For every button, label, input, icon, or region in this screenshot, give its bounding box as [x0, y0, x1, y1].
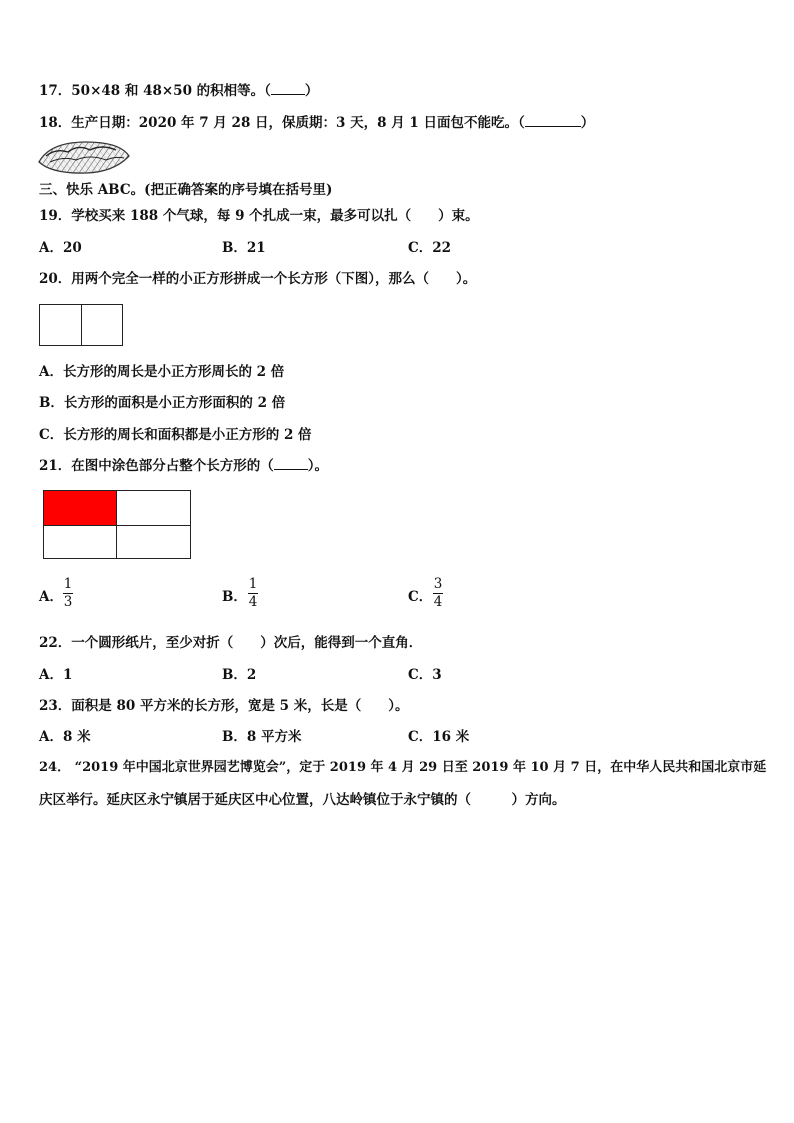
- q17-text-end: ）: [304, 83, 319, 99]
- q21-a-numerator: 1: [63, 576, 73, 592]
- q21-option-c-fraction[interactable]: [433, 577, 443, 610]
- q21-horizontal-divider: [44, 525, 190, 526]
- q21-text: 21．在图中涂色部分占整个长方形的（: [39, 458, 274, 474]
- q21-a-denominator: 3: [63, 594, 73, 610]
- question-24-line-2: 庆区举行。延庆区永宁镇居于延庆区中心位置，八达岭镇位于永宁镇的（ ）方向。: [39, 792, 566, 808]
- q21-grid-figure: [43, 490, 191, 559]
- q18-text: 18．生产日期：2020 年 7 月 28 日，保质期：3 天，8 月 1 日面包不能吃。（: [39, 115, 525, 131]
- question-21: [39, 457, 328, 475]
- question-17: [39, 82, 318, 100]
- q21-option-b-fraction[interactable]: [248, 577, 258, 610]
- q22-option-b[interactable]: B．2: [222, 667, 257, 683]
- q20-option-b[interactable]: B．长方形的面积是小正方形面积的 2 倍: [39, 395, 286, 411]
- q22-option-c[interactable]: C．3: [408, 667, 442, 683]
- q20-divider: [81, 305, 82, 345]
- q21-answer-blank[interactable]: [274, 469, 308, 470]
- q21-option-b-label[interactable]: B．: [222, 589, 247, 605]
- q20-option-a[interactable]: A．长方形的周长是小正方形周长的 2 倍: [39, 364, 285, 380]
- q21-option-a-label[interactable]: A．: [39, 589, 63, 605]
- q21-b-numerator: 1: [248, 576, 258, 592]
- question-20: 20．用两个完全一样的小正方形拼成一个长方形（下图），那么（ ）。: [39, 271, 477, 287]
- q17-text: 17．50×48 和 48×50 的积相等。（: [39, 83, 271, 99]
- question-18: [39, 114, 594, 132]
- bread-illustration: [36, 138, 132, 176]
- question-22: 22．一个圆形纸片，至少对折（ ）次后，能得到一个直角．: [39, 635, 423, 651]
- section-3-title: 三、快乐 ABC。(把正确答案的序号填在括号里): [39, 182, 333, 198]
- q18-text-end: ）: [580, 115, 595, 131]
- q22-option-a[interactable]: A．1: [39, 667, 73, 683]
- q20-option-c[interactable]: C．长方形的周长和面积都是小正方形的 2 倍: [39, 427, 312, 443]
- q19-option-a[interactable]: A．20: [39, 240, 82, 256]
- q21-shaded-cell: [44, 491, 116, 525]
- question-24-line-1: 24． “2019 年中国北京世界园艺博览会”，定于 2019 年 4 月 29 日至 2019 年 10 月 7 日，在中华人民共和国北京市延: [39, 760, 767, 775]
- q23-option-a[interactable]: A．8 米: [39, 729, 91, 745]
- q19-option-c[interactable]: C．22: [408, 240, 452, 256]
- q21-text-end: ）。: [307, 458, 329, 474]
- q18-answer-blank[interactable]: [525, 126, 581, 127]
- q21-option-c-label[interactable]: C．: [408, 589, 433, 605]
- q19-option-b[interactable]: B．21: [222, 240, 266, 256]
- q17-answer-blank[interactable]: [271, 94, 305, 95]
- q23-option-b[interactable]: B．8 平方米: [222, 729, 302, 745]
- question-23: 23．面积是 80 平方米的长方形，宽是 5 米，长是（ ）。: [39, 698, 409, 714]
- q23-option-c[interactable]: C．16 米: [408, 729, 470, 745]
- q20-rectangle-figure: [39, 304, 123, 346]
- q21-option-a-fraction[interactable]: [63, 577, 73, 610]
- question-19: 19．学校买来 188 个气球，每 9 个扎成一束，最多可以扎（ ）束。: [39, 208, 479, 224]
- q21-c-denominator: 4: [433, 594, 443, 610]
- q21-c-numerator: 3: [433, 576, 443, 592]
- q21-b-denominator: 4: [248, 594, 258, 610]
